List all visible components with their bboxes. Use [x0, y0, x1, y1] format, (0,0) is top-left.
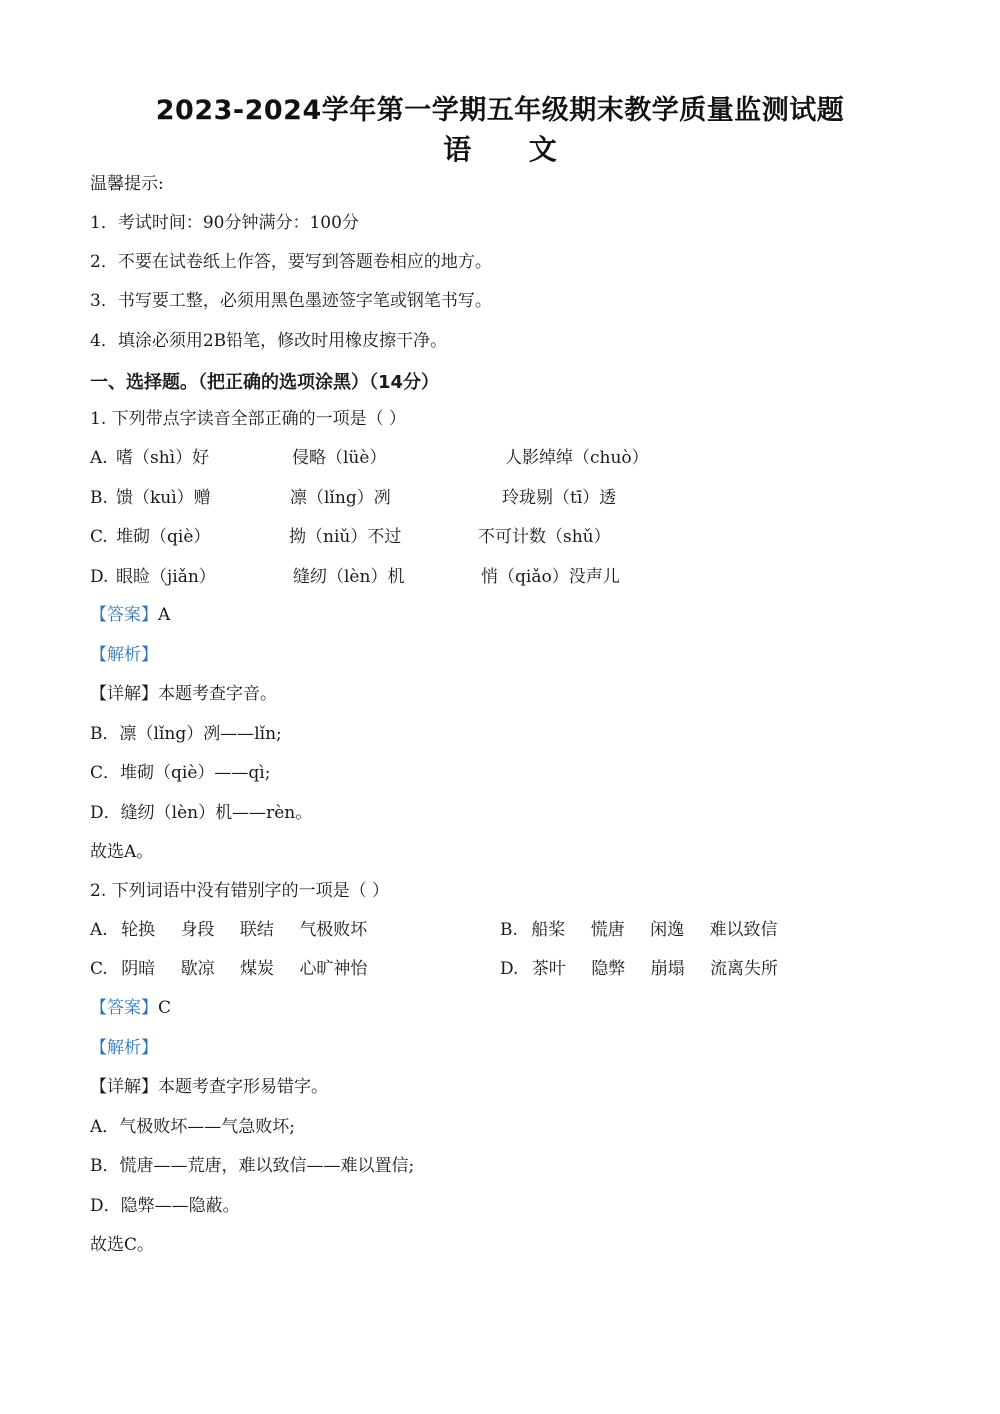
- q2-option-c-label: C.: [90, 959, 108, 979]
- q1-answer: [90, 603, 170, 627]
- q1-option-a-label: A.: [90, 448, 108, 468]
- q1-option-c-item-3: 不可计数（shǔ）: [478, 527, 611, 547]
- q2-option-c-word: 心旷神怡: [299, 959, 368, 979]
- q1-option-d-label: D.: [90, 567, 109, 587]
- q1-option-c-item-2: 拗（niǔ）不过: [289, 527, 402, 547]
- q1-explanation-2: C．堆砌（qiè）——qì;: [90, 763, 271, 783]
- q1-option-c-label: C.: [90, 527, 108, 547]
- q1-conclusion: 故选A。: [90, 842, 154, 862]
- q2-analysis-tag: 【解析】: [90, 1038, 158, 1058]
- q2-stem: 2. 下列词语中没有错别字的一项是（ ）: [90, 881, 390, 901]
- subject-title: [0, 128, 1000, 168]
- q2-explanation-3: D．隐弊——隐蔽。: [90, 1196, 240, 1216]
- q2-detail: 【详解】本题考查字形易错字。: [90, 1077, 328, 1097]
- q1-stem: 1. 下列带点字读音全部正确的一项是（ ）: [90, 409, 407, 429]
- section-heading: 一、选择题。（把正确的选项涂黑）（14分）: [90, 372, 440, 393]
- q2-option-a-word: 联结: [239, 920, 274, 940]
- q2-option-b-word: 闲逸: [650, 920, 685, 940]
- q1-explanation-3: D．缝纫（lèn）机——rèn。: [90, 803, 313, 823]
- q2-option-b-word: 难以致信: [709, 920, 778, 940]
- q2-option-a-word: 气极败坏: [299, 920, 368, 940]
- q1-option-b-item-3: 玲珑剔（tī）透: [502, 488, 617, 508]
- q1-option-b-label: B.: [90, 488, 108, 508]
- q1-detail: 【详解】本题考查字音。: [90, 684, 277, 704]
- subject-char-1: 语: [443, 133, 472, 166]
- q1-analysis-tag: 【解析】: [90, 645, 158, 665]
- q2-option-d-word: 隐弊: [591, 959, 626, 979]
- q2-option-b-word: 船桨: [531, 920, 566, 940]
- tip-item-4: 4．填涂必须用2B铅笔，修改时用橡皮擦干净。: [90, 331, 448, 351]
- answer-value: A: [158, 605, 171, 625]
- answer-value: C: [158, 998, 172, 1018]
- q2-option-c-word: 歇凉: [180, 959, 215, 979]
- q2-option-d-word: 崩塌: [650, 959, 685, 979]
- q1-option-b-item-2: 凛（lǐng）冽: [290, 488, 391, 508]
- q2-option-c: [90, 957, 367, 981]
- q2-option-c-word: 阴暗: [121, 959, 156, 979]
- q2-option-a-word: 轮换: [121, 920, 156, 940]
- q2-conclusion: 故选C。: [90, 1235, 155, 1255]
- q2-option-a-word: 身段: [180, 920, 215, 940]
- q1-option-c-item-1: 堆砌（qiè）: [116, 527, 211, 547]
- q1-option-b-item-1: 馈（kuì）赠: [116, 488, 211, 508]
- q2-option-b: [500, 918, 778, 942]
- tips-heading: 温馨提示:: [90, 174, 164, 194]
- tip-item-3: 3．书写要工整，必须用黑色墨迹签字笔或钢笔书写。: [90, 291, 492, 311]
- q1-option-d-item-1: 眼睑（jiǎn）: [116, 567, 216, 587]
- q2-option-a: [90, 918, 367, 942]
- q1-option-d-item-2: 缝纫（lèn）机: [293, 567, 405, 587]
- q2-explanation-1: A．气极败坏——气急败坏;: [90, 1117, 296, 1137]
- q2-option-c-word: 煤炭: [240, 959, 275, 979]
- q2-option-a-label: A.: [90, 920, 108, 940]
- q2-option-b-word: 慌唐: [590, 920, 625, 940]
- tip-item-1: 1．考试时间：90分钟满分：100分: [90, 213, 359, 233]
- q2-option-d-word: 流离失所: [710, 959, 779, 979]
- q1-option-d-item-3: 悄（qiǎo）没声儿: [481, 567, 620, 587]
- q2-explanation-2: B．慌唐——荒唐，难以致信——难以置信;: [90, 1156, 415, 1176]
- q1-option-a-item-2: 侵略（lüè）: [292, 448, 387, 468]
- subject-char-2: 文: [528, 133, 557, 166]
- tip-item-2: 2．不要在试卷纸上作答，要写到答题卷相应的地方。: [90, 252, 492, 272]
- q2-option-d: [500, 957, 778, 981]
- q1-option-a-item-1: 嗜（shì）好: [116, 448, 210, 468]
- q2-option-d-label: D.: [500, 959, 519, 979]
- answer-tag: 【答案】: [90, 605, 158, 625]
- q2-option-b-label: B.: [500, 920, 518, 940]
- exam-title: 2023-2024学年第一学期五年级期末教学质量监测试题: [155, 95, 845, 126]
- q2-option-d-word: 茶叶: [531, 959, 566, 979]
- q2-answer: [90, 996, 171, 1020]
- answer-tag: 【答案】: [90, 998, 158, 1018]
- q1-explanation-1: B．凛（lǐng）冽——lǐn;: [90, 724, 282, 744]
- q1-option-a-item-3: 人影绰绰（chuò）: [505, 448, 649, 468]
